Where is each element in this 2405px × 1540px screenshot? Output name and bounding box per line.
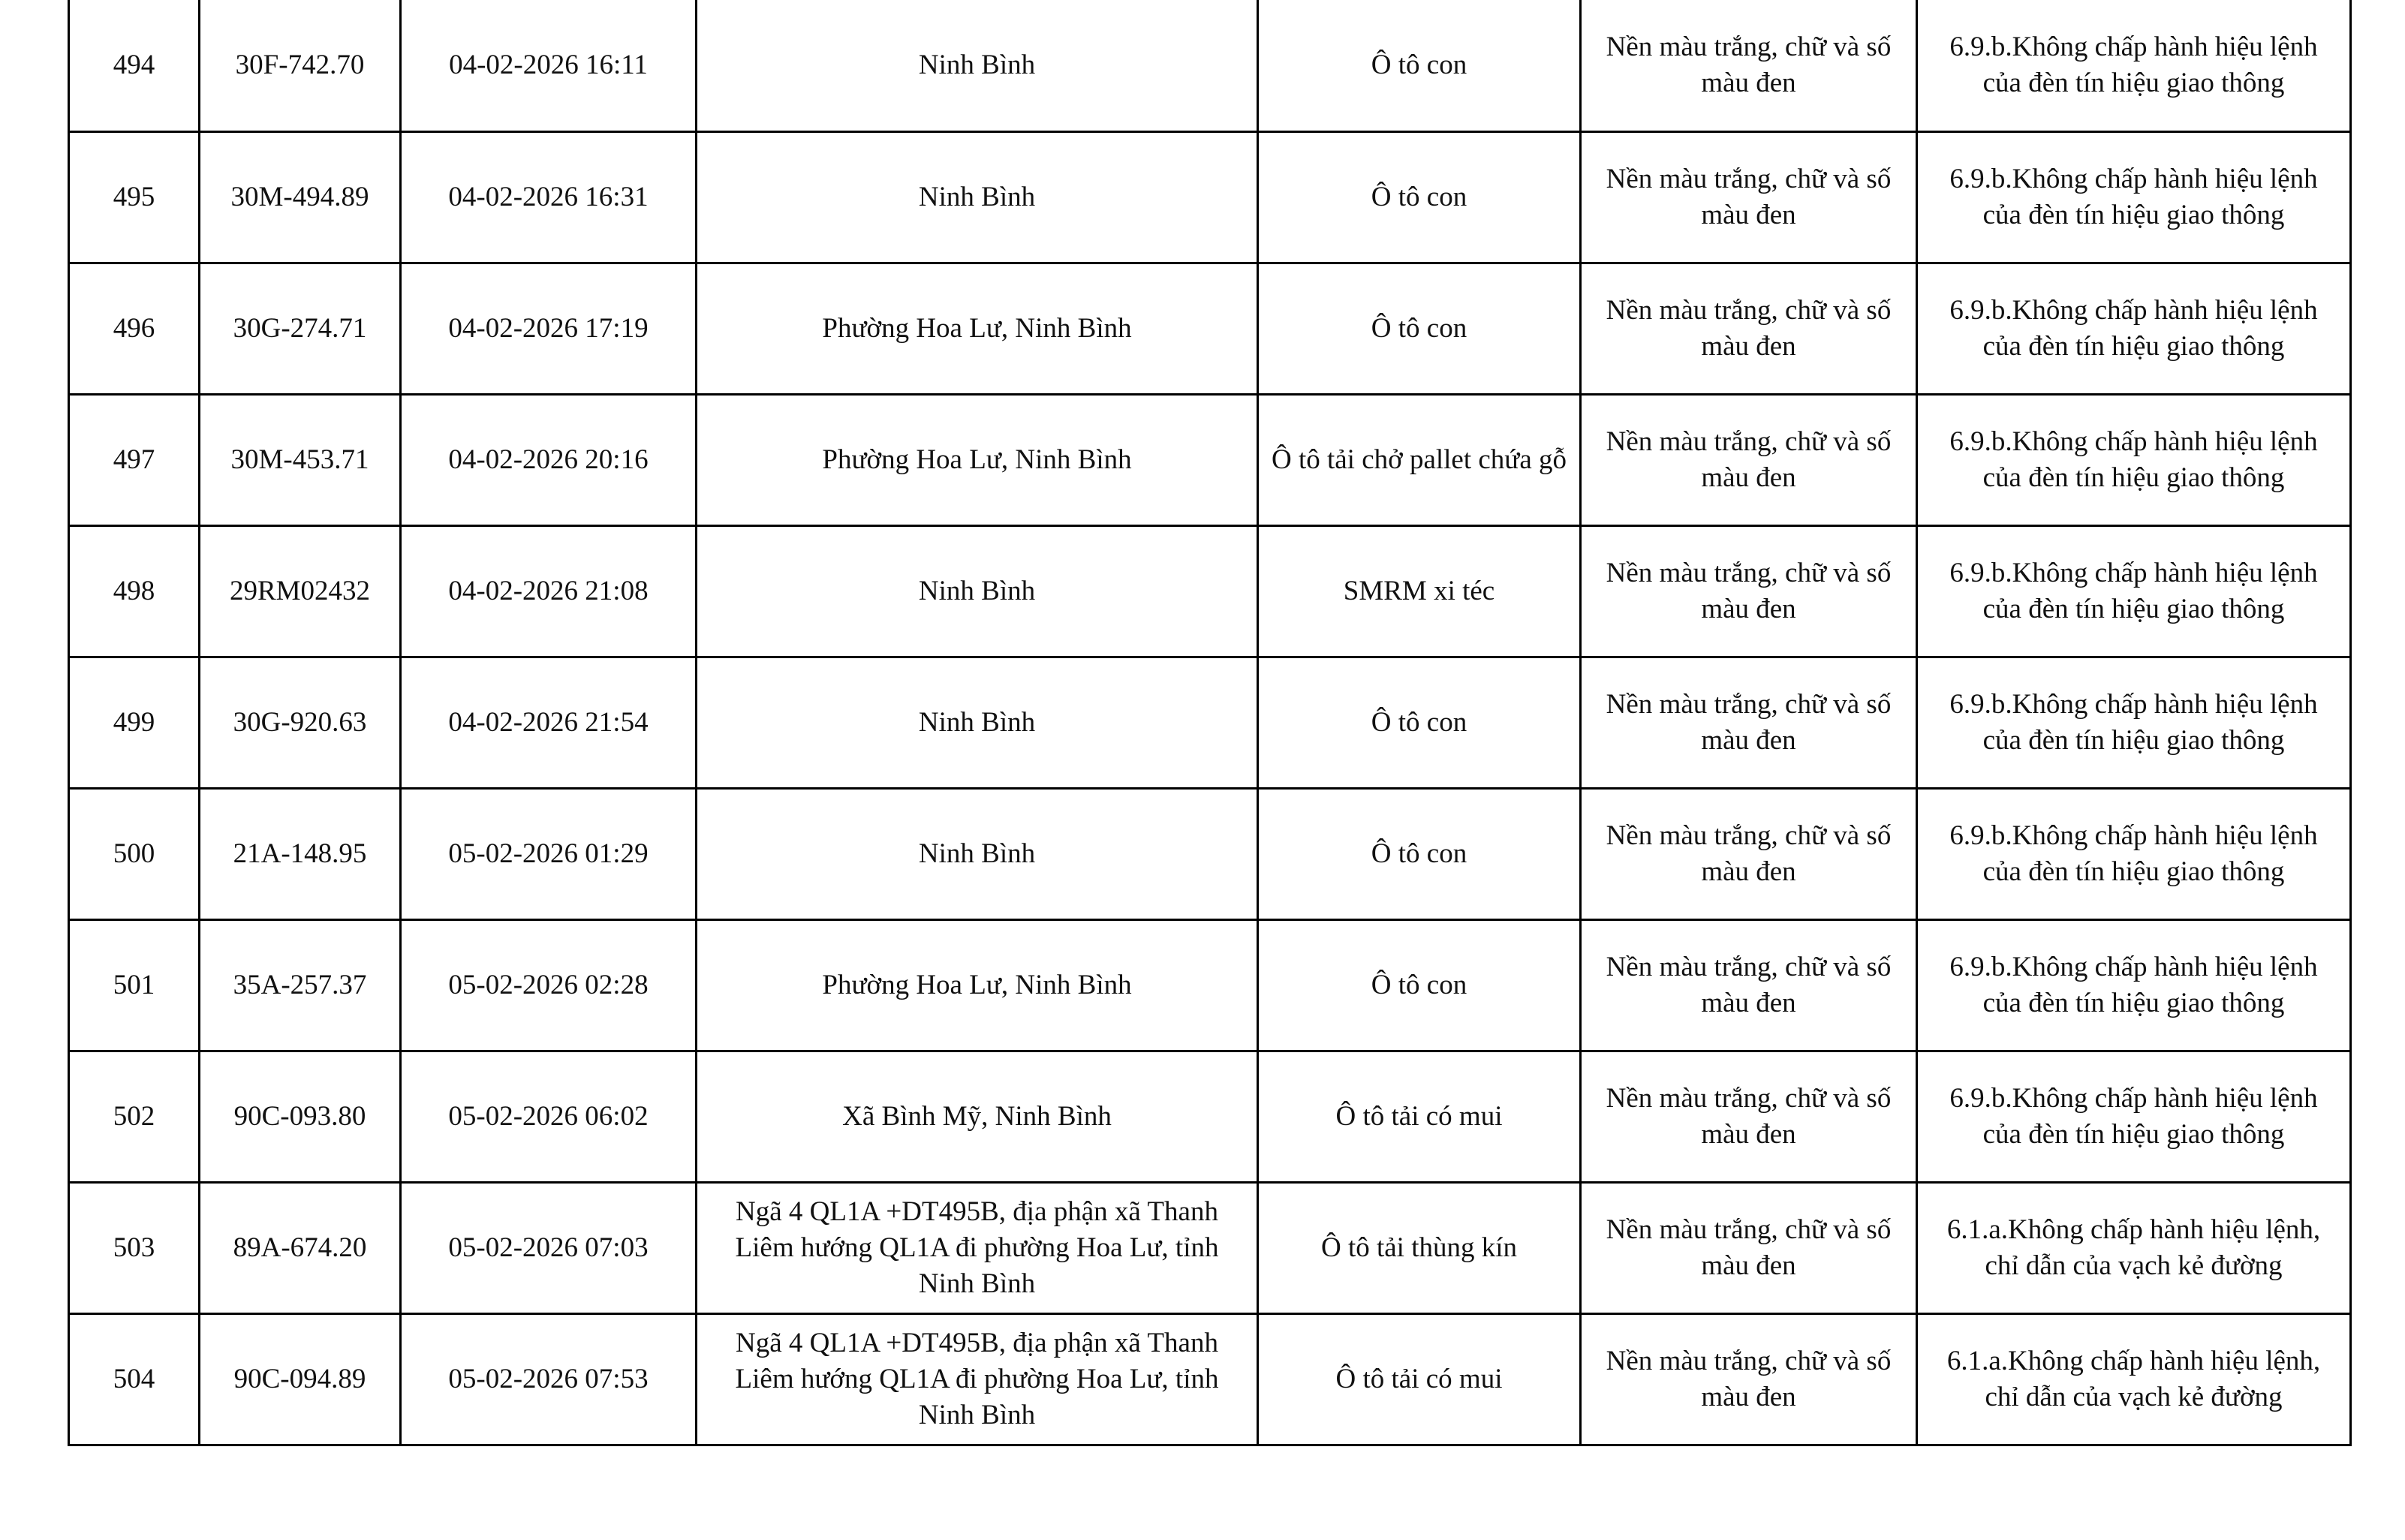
table-row bbox=[69, 131, 2351, 263]
cell-location: Phường Hoa Lư, Ninh Bình bbox=[697, 263, 1258, 394]
cell-violation: 6.9.b.Không chấp hành hiệu lệnh của đèn tín hiệu giao thông bbox=[1917, 1051, 2351, 1182]
cell-vehicle: Ô tô tải thùng kín bbox=[1258, 1182, 1581, 1313]
cell-plate-color: Nền màu trắng, chữ và số màu đen bbox=[1581, 525, 1917, 657]
cell-time: 04-02-2026 16:11 bbox=[401, 0, 697, 131]
cell-time: 05-02-2026 01:29 bbox=[401, 788, 697, 919]
cell-violation: 6.9.b.Không chấp hành hiệu lệnh của đèn tín hiệu giao thông bbox=[1917, 263, 2351, 394]
cell-location: Ninh Bình bbox=[697, 657, 1258, 788]
cell-vehicle: Ô tô con bbox=[1258, 0, 1581, 131]
table-body bbox=[69, 0, 2351, 1445]
cell-location: Ninh Bình bbox=[697, 131, 1258, 263]
cell-plate: 30M-453.71 bbox=[200, 394, 401, 525]
table-row bbox=[69, 657, 2351, 788]
cell-stt: 504 bbox=[69, 1313, 200, 1445]
cell-vehicle: Ô tô tải chở pallet chứa gỗ bbox=[1258, 394, 1581, 525]
cell-plate-color: Nền màu trắng, chữ và số màu đen bbox=[1581, 131, 1917, 263]
cell-vehicle: SMRM xi téc bbox=[1258, 525, 1581, 657]
cell-plate-color: Nền màu trắng, chữ và số màu đen bbox=[1581, 0, 1917, 131]
cell-time: 05-02-2026 07:03 bbox=[401, 1182, 697, 1313]
table-row bbox=[69, 788, 2351, 919]
cell-vehicle: Ô tô con bbox=[1258, 919, 1581, 1051]
cell-stt: 494 bbox=[69, 0, 200, 131]
cell-time: 05-02-2026 07:53 bbox=[401, 1313, 697, 1445]
cell-time: 04-02-2026 17:19 bbox=[401, 263, 697, 394]
cell-stt: 497 bbox=[69, 394, 200, 525]
cell-vehicle: Ô tô con bbox=[1258, 131, 1581, 263]
cell-time: 04-02-2026 21:08 bbox=[401, 525, 697, 657]
table-row bbox=[69, 263, 2351, 394]
cell-plate: 21A-148.95 bbox=[200, 788, 401, 919]
cell-stt: 499 bbox=[69, 657, 200, 788]
cell-stt: 502 bbox=[69, 1051, 200, 1182]
cell-violation: 6.1.a.Không chấp hành hiệu lệnh, chỉ dẫn của vạch kẻ đường bbox=[1917, 1313, 2351, 1445]
cell-violation: 6.9.b.Không chấp hành hiệu lệnh của đèn tín hiệu giao thông bbox=[1917, 919, 2351, 1051]
cell-vehicle: Ô tô con bbox=[1258, 788, 1581, 919]
cell-plate: 30M-494.89 bbox=[200, 131, 401, 263]
table-row bbox=[69, 1313, 2351, 1445]
cell-violation: 6.9.b.Không chấp hành hiệu lệnh của đèn tín hiệu giao thông bbox=[1917, 394, 2351, 525]
cell-plate-color: Nền màu trắng, chữ và số màu đen bbox=[1581, 1051, 1917, 1182]
cell-plate-color: Nền màu trắng, chữ và số màu đen bbox=[1581, 1313, 1917, 1445]
cell-stt: 496 bbox=[69, 263, 200, 394]
cell-time: 05-02-2026 02:28 bbox=[401, 919, 697, 1051]
cell-location: Phường Hoa Lư, Ninh Bình bbox=[697, 394, 1258, 525]
cell-time: 04-02-2026 16:31 bbox=[401, 131, 697, 263]
cell-plate-color: Nền màu trắng, chữ và số màu đen bbox=[1581, 657, 1917, 788]
cell-violation: 6.1.a.Không chấp hành hiệu lệnh, chỉ dẫn của vạch kẻ đường bbox=[1917, 1182, 2351, 1313]
table-row bbox=[69, 919, 2351, 1051]
table-row bbox=[69, 1051, 2351, 1182]
cell-time: 04-02-2026 20:16 bbox=[401, 394, 697, 525]
cell-plate: 35A-257.37 bbox=[200, 919, 401, 1051]
table-row bbox=[69, 525, 2351, 657]
cell-plate: 30G-274.71 bbox=[200, 263, 401, 394]
cell-location: Ngã 4 QL1A +DT495B, địa phận xã Thanh Liêm hướng QL1A đi phường Hoa Lư, tỉnh Ninh Bình bbox=[697, 1313, 1258, 1445]
cell-vehicle: Ô tô con bbox=[1258, 263, 1581, 394]
cell-plate-color: Nền màu trắng, chữ và số màu đen bbox=[1581, 919, 1917, 1051]
cell-violation: 6.9.b.Không chấp hành hiệu lệnh của đèn tín hiệu giao thông bbox=[1917, 131, 2351, 263]
cell-plate: 89A-674.20 bbox=[200, 1182, 401, 1313]
cell-plate-color: Nền màu trắng, chữ và số màu đen bbox=[1581, 394, 1917, 525]
cell-vehicle: Ô tô con bbox=[1258, 657, 1581, 788]
cell-plate-color: Nền màu trắng, chữ và số màu đen bbox=[1581, 1182, 1917, 1313]
cell-stt: 498 bbox=[69, 525, 200, 657]
cell-plate: 30G-920.63 bbox=[200, 657, 401, 788]
violations-table bbox=[68, 0, 2352, 1446]
cell-location: Xã Bình Mỹ, Ninh Bình bbox=[697, 1051, 1258, 1182]
cell-violation: 6.9.b.Không chấp hành hiệu lệnh của đèn tín hiệu giao thông bbox=[1917, 525, 2351, 657]
cell-violation: 6.9.b.Không chấp hành hiệu lệnh của đèn tín hiệu giao thông bbox=[1917, 788, 2351, 919]
cell-location: Ninh Bình bbox=[697, 0, 1258, 131]
cell-stt: 495 bbox=[69, 131, 200, 263]
cell-plate: 90C-094.89 bbox=[200, 1313, 401, 1445]
cell-location: Ninh Bình bbox=[697, 788, 1258, 919]
table-row bbox=[69, 394, 2351, 525]
cell-plate: 30F-742.70 bbox=[200, 0, 401, 131]
cell-stt: 501 bbox=[69, 919, 200, 1051]
cell-plate-color: Nền màu trắng, chữ và số màu đen bbox=[1581, 788, 1917, 919]
cell-plate: 29RM02432 bbox=[200, 525, 401, 657]
cell-time: 04-02-2026 21:54 bbox=[401, 657, 697, 788]
cell-vehicle: Ô tô tải có mui bbox=[1258, 1313, 1581, 1445]
cell-violation: 6.9.b.Không chấp hành hiệu lệnh của đèn tín hiệu giao thông bbox=[1917, 0, 2351, 131]
table-row bbox=[69, 1182, 2351, 1313]
cell-location: Phường Hoa Lư, Ninh Bình bbox=[697, 919, 1258, 1051]
cell-stt: 500 bbox=[69, 788, 200, 919]
cell-location: Ngã 4 QL1A +DT495B, địa phận xã Thanh Liêm hướng QL1A đi phường Hoa Lư, tỉnh Ninh Bình bbox=[697, 1182, 1258, 1313]
table-row bbox=[69, 0, 2351, 131]
cell-plate: 90C-093.80 bbox=[200, 1051, 401, 1182]
cell-vehicle: Ô tô tải có mui bbox=[1258, 1051, 1581, 1182]
cell-stt: 503 bbox=[69, 1182, 200, 1313]
cell-time: 05-02-2026 06:02 bbox=[401, 1051, 697, 1182]
cell-location: Ninh Bình bbox=[697, 525, 1258, 657]
cell-violation: 6.9.b.Không chấp hành hiệu lệnh của đèn tín hiệu giao thông bbox=[1917, 657, 2351, 788]
cell-plate-color: Nền màu trắng, chữ và số màu đen bbox=[1581, 263, 1917, 394]
